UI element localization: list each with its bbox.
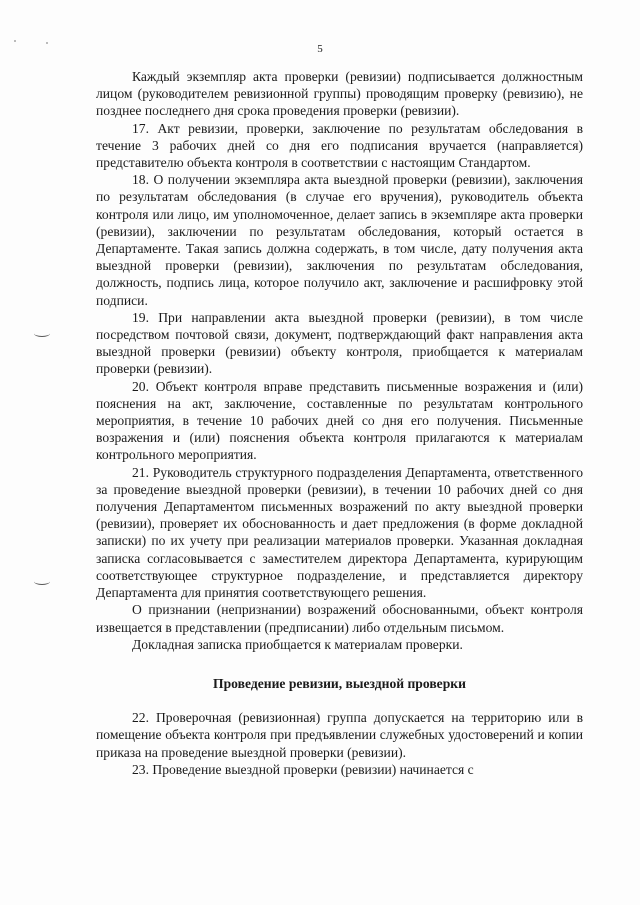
- paragraph-17: 17. Акт ревизии, проверки, заключение по результатам обследования в течение 3 рабочих дней со дня его подписания вручается (направляется) представителю объекта контроля в соответствии с настоящим Стандартом.: [96, 120, 583, 171]
- scan-speck: [14, 40, 16, 42]
- section-heading: Проведение ревизии, выездной проверки: [213, 675, 466, 691]
- page-number: 5: [317, 43, 323, 55]
- paragraph-22: 22. Проверочная (ревизионная) группа допускается на территорию или в помещение объекта контроля при предъявлении служебных удостоверений и копии приказа на проведение выездной проверки (ревизии).: [96, 710, 583, 760]
- hole-punch-mark: [34, 330, 50, 337]
- paragraph-20: 20. Объект контроля вправе представить письменные возражения и (или) пояснения на акт, заключение, составленные по результатам контрольного мероприятия, в течение 10 рабочих дней со дня его получения. Письменные возражения и (или) пояснения объекта контроля прилагаются к материалам контрольного мероприятия.: [96, 378, 583, 463]
- paragraph: Каждый экземпляр акта проверки (ревизии) подписывается должностным лицом (руководителем ревизионной группы) проводящим проверку (ревизию), не позднее последнего дня срока проведения проверки (ревизии).: [96, 69, 583, 119]
- paragraph-21: 21. Руководитель структурного подразделения Департамента, ответственного за проведение выездной проверки (ревизии), в течении 10 рабочих дней со дня получения Департаментом письменных возражений по акту выездной проверки (ревизии), проверяет их обоснованность и дает предложения (в форме докладной записки) по их учету при реализации материалов проверки. Указанная докладная записка согласовывается с заместителем директора Департамента, курирующим соответствующее структурное подразделение, и представляется директору Департамента для принятия соответствующего решения.: [96, 464, 583, 601]
- paragraph-18: 18. О получении экземпляра акта выездной проверки (ревизии), заключения по результатам обследования (в случае его вручения), руководитель объекта контроля или лицо, им уполномоченное, делает запись в экземпляре акта проверки (ревизии), заключении по результатам обследования, который остается в Департаменте. Такая запись должна содержать, в том числе, дату получения акта выездной проверки (ревизии), заключения по результатам обследования, должность, подпись лица, которое получило акт, заключение и расшифровку этой подписи.: [96, 172, 583, 308]
- paragraph-memo-attached: Докладная записка приобщается к материалам проверки.: [132, 636, 463, 652]
- hole-punch-mark: [34, 578, 50, 585]
- paragraph-objection-notice: О признании (непризнании) возражений обоснованными, объект контроля извещается в представлении (предписании) либо отдельным письмом.: [96, 602, 583, 635]
- paragraph-23: 23. Проведение выездной проверки (ревизии) начинается с: [132, 761, 474, 777]
- paragraph-19: 19. При направлении акта выездной проверки (ревизии), в том числе посредством почтовой связи, документ, подтверждающий факт направления акта выездной проверки (ревизии) объекту контроля, приобщается к материалам проверки (ревизии).: [96, 309, 583, 377]
- document-body: [96, 68, 583, 778]
